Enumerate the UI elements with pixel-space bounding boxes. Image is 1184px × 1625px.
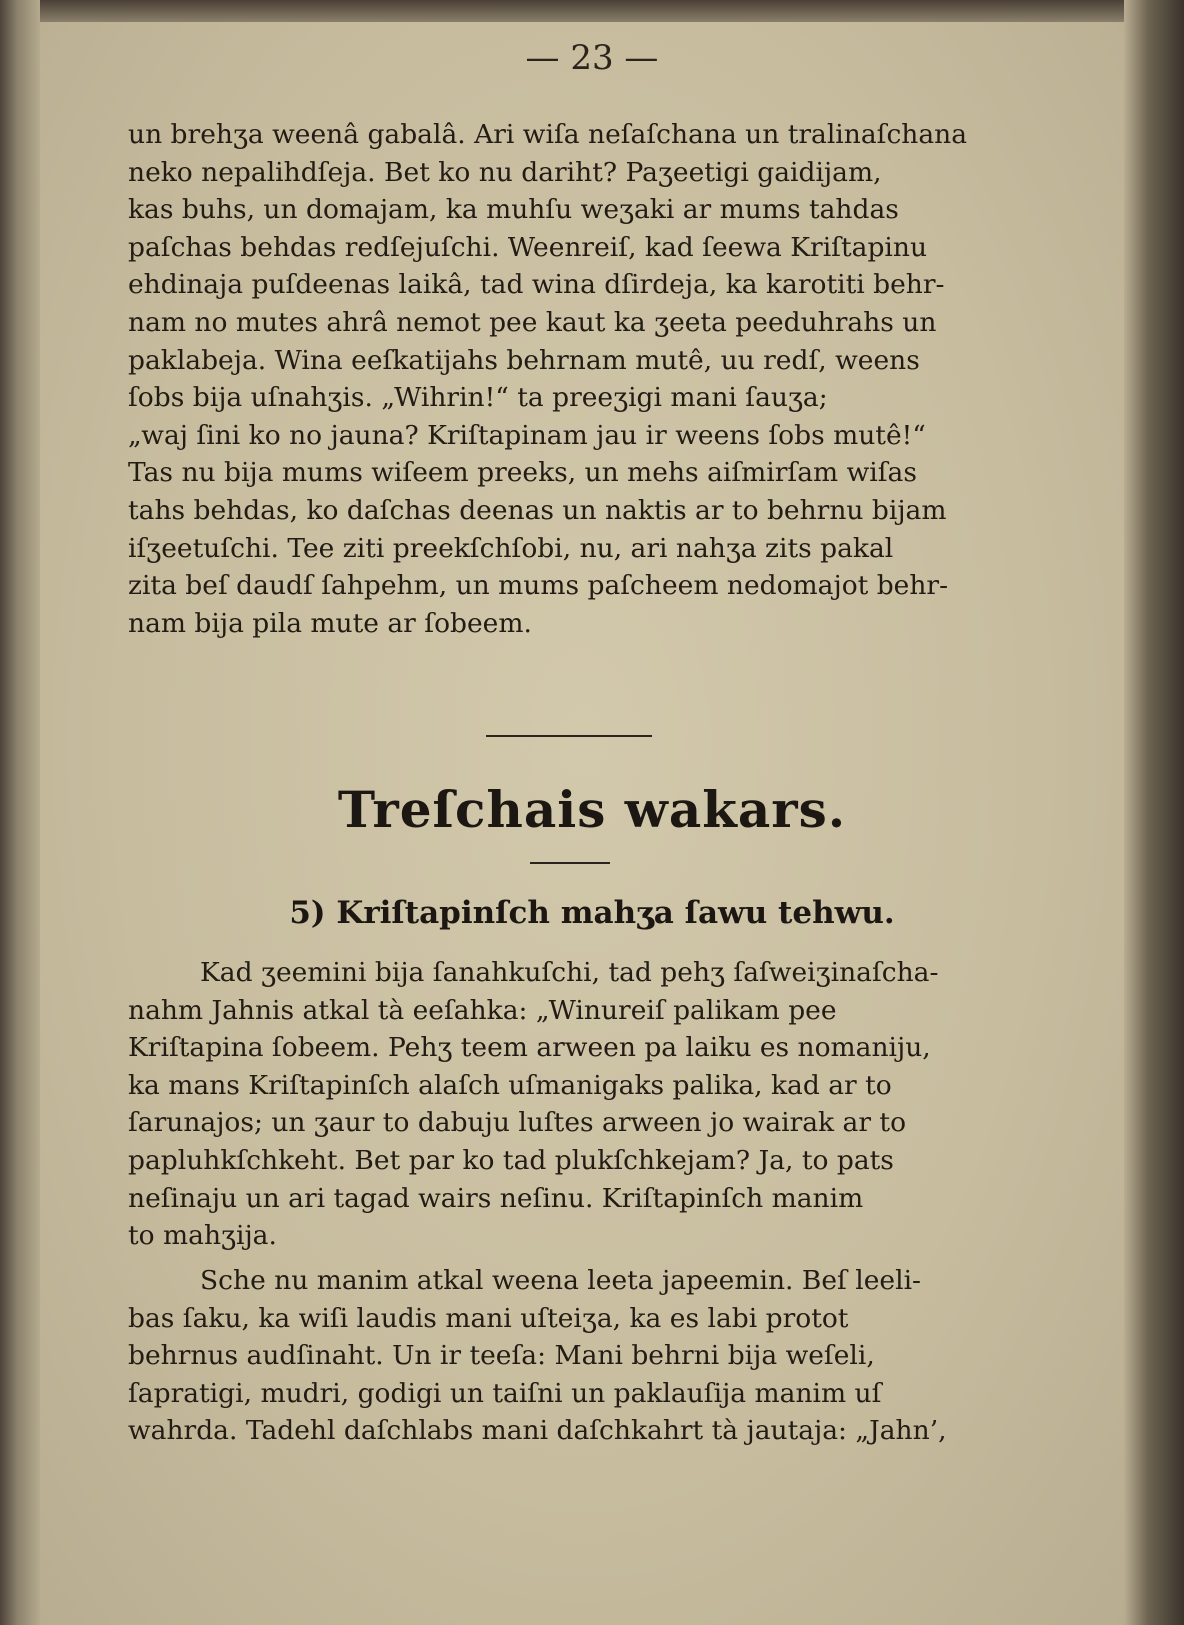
text-line: papluhkſchkeht. Bet par ko tad plukſchkejam? Ja, to pats (128, 1144, 894, 1176)
text-line: tahs behdas, ko daſchas deenas un naktis ar to behrnu bijam (128, 494, 947, 526)
section-title: Treſchais wakars. (337, 780, 847, 839)
text-line: Kad ʒeemini bija ſanahkuſchi, tad pehʒ ſaſweiʒinaſcha- (200, 957, 939, 988)
text-line: nam bija pila mute ar ſobeem. (128, 607, 532, 639)
text-line: behrnus audſinaht. Un ir teeſa: Mani behrni bija weſeli, (128, 1340, 875, 1372)
book-top-edge (0, 0, 1184, 22)
text-line: wahrda. Tadehl daſchlabs mani daſchkahrt tà jautaja: „Jahn’, (128, 1415, 947, 1447)
text-line: kas buhs, un domajam, ka muhſu weʒaki ar mums tahdas (128, 194, 899, 226)
text-line: Kriſtapina ſobeem. Pehʒ teem arween pa laiku es nomaniju, (128, 1032, 931, 1064)
page-number: — 23 — (525, 38, 659, 78)
text-line: paſchas behdas redſejuſchi. Weenreiſ, kad ſeewa Kriſtapinu (128, 231, 928, 263)
section-divider (486, 735, 652, 737)
text-line: Sche nu manim atkal weena leeta japeemin. Beſ leeli- (200, 1265, 921, 1296)
text-line: ehdinaja puſdeenas laikâ, tad wina dſirdeja, ka karotiti behr- (128, 269, 945, 301)
paragraph (128, 1262, 1016, 1450)
text-line: neko nepalihdſeja. Bet ko nu dariht? Paʒeetigi gaidijam, (128, 156, 882, 188)
paragraph-continued (128, 116, 1016, 642)
text-line: un brehʒa weenâ gabalâ. Ari wiſa neſaſchana un tralinaſchana (128, 119, 968, 150)
text-line: to mahʒija. (128, 1220, 277, 1252)
chapter-subtitle: 5) Kriſtapinſch mahʒa ſawu tehwu. (289, 895, 895, 931)
text-line: zita beſ daudſ ſahpehm, un mums paſcheem nedomajot behr- (128, 570, 949, 602)
text-line: neſinaju un ari tagad wairs neſinu. Kriſtapinſch manim (128, 1182, 864, 1214)
text-line: ſarunajos; un ʒaur to dabuju luſtes arween jo wairak ar to (128, 1107, 907, 1139)
text-line: iſʒeetuſchi. Tee ziti preekſchſobi, nu, ari nahʒa zits pakal (128, 532, 894, 564)
paragraph (128, 954, 1016, 1255)
text-line: ſobs bija uſnahʒis. „Wihrin!“ ta preeʒigi mani ſauʒa; (128, 382, 828, 414)
text-line: „waj ſini ko no jauna? Kriſtapinam jau ir weens ſobs mutê!“ (128, 419, 926, 451)
text-line: paklabeja. Wina eeſkatijahs behrnam mutê, uu redſ, weens (128, 344, 920, 376)
text-line: bas ſaku, ka wiſi laudis mani uſteiʒa, ka es labi protot (128, 1302, 849, 1334)
text-line: Tas nu bija mums wiſeem preeks, un mehs aiſmirſam wiſas (128, 457, 917, 489)
text-line: nahm Jahnis atkal tà eeſahka: „Winureiſ palikam pee (128, 994, 837, 1026)
text-line: ka mans Kriſtapinſch alaſch uſmanigaks palika, kad ar to (128, 1069, 892, 1101)
text-line: ſapratigi, mudri, godigi un taiſni un paklauſija manim uſ (128, 1377, 882, 1409)
title-underline (530, 862, 610, 864)
text-line: nam no mutes ahrâ nemot pee kaut ka ʒeeta peeduhrahs un (128, 306, 937, 338)
